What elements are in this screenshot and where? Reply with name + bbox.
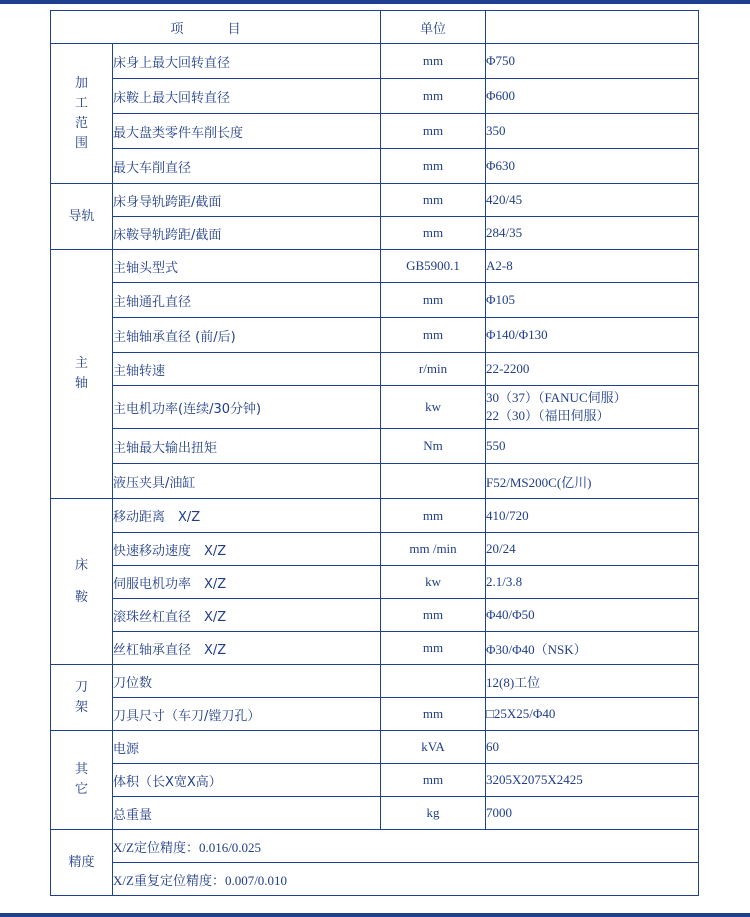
category-cell [51, 44, 113, 184]
unit-cell: mm [381, 499, 486, 533]
table-row [51, 184, 699, 217]
value-cell: 420/45 [486, 184, 699, 217]
item-name: 总重量 [113, 797, 381, 830]
value-cell: 12(8)工位 [486, 665, 699, 698]
value-cell: F52/MS200C(亿川) [486, 464, 699, 499]
unit-cell: mm [381, 698, 486, 731]
item-name: 主电机功率(连续/30分钟) [113, 386, 381, 429]
item-name: 床身导轨跨距/截面 [113, 184, 381, 217]
table-row [51, 863, 699, 896]
item-name: 移动距离 X/Z [113, 499, 381, 533]
category-label: 精度 [68, 854, 95, 870]
header-unit: 单位 [381, 11, 486, 44]
item-name: 主轴最大输出扭矩 [113, 429, 381, 464]
value-cell: 7000 [486, 797, 699, 830]
unit-cell: mm [381, 632, 486, 665]
category-cell [51, 184, 113, 250]
category-label: 其它 [74, 762, 88, 797]
table-row [51, 149, 699, 184]
unit-cell: mm [381, 114, 486, 149]
spec-table [50, 10, 699, 896]
item-name: 最大盘类零件车削长度 [113, 114, 381, 149]
item-name: 主轴头型式 [113, 250, 381, 283]
unit-cell [381, 665, 486, 698]
unit-cell: kw [381, 566, 486, 599]
table-row [51, 386, 699, 429]
unit-cell: mm [381, 217, 486, 250]
item-name: 刀位数 [113, 665, 381, 698]
item-name: 电源 [113, 731, 381, 764]
unit-cell: mm [381, 318, 486, 353]
item-name: 最大车削直径 [113, 149, 381, 184]
value-cell: 350 [486, 114, 699, 149]
item-name: 体积（长X宽X高） [113, 764, 381, 797]
table-row [51, 599, 699, 632]
table-row [51, 318, 699, 353]
category-label: 刀架 [74, 679, 88, 715]
value-cell: 550 [486, 429, 699, 464]
value-cell: 22-2200 [486, 353, 699, 386]
category-label: 床鞍 [74, 557, 88, 605]
table-row [51, 114, 699, 149]
category-label: 主轴 [74, 356, 88, 391]
header-value [486, 11, 699, 44]
table-row [51, 79, 699, 114]
unit-cell: mm /min [381, 533, 486, 566]
item-name: 床身上最大回转直径 [113, 44, 381, 79]
item-name: 床鞍导轨跨距/截面 [113, 217, 381, 250]
merged-spec-cell: X/Z定位精度：0.016/0.025 [113, 830, 699, 863]
value-cell: A2-8 [486, 250, 699, 283]
table-row [51, 566, 699, 599]
table-row [51, 499, 699, 533]
unit-cell [381, 464, 486, 499]
item-name: 主轴通孔直径 [113, 283, 381, 318]
value-cell: Φ40/Φ50 [486, 599, 699, 632]
item-name: 丝杠轴承直径 X/Z [113, 632, 381, 665]
merged-spec-cell: X/Z重复定位精度：0.007/0.010 [113, 863, 699, 896]
table-row [51, 429, 699, 464]
table-row [51, 353, 699, 386]
table-row [51, 797, 699, 830]
bottom-border-bar [0, 913, 750, 917]
item-name: 床鞍上最大回转直径 [113, 79, 381, 114]
category-cell [51, 499, 113, 665]
table-row [51, 632, 699, 665]
unit-cell: mm [381, 79, 486, 114]
value-cell: 2.1/3.8 [486, 566, 699, 599]
item-name: 主轴轴承直径 (前/后) [113, 318, 381, 353]
table-row [51, 250, 699, 283]
unit-cell: kg [381, 797, 486, 830]
value-cell: 284/35 [486, 217, 699, 250]
value-cell: Φ30/Φ40（NSK） [486, 632, 699, 665]
value-cell: Φ105 [486, 283, 699, 318]
item-name: 刀具尺寸（车刀/镗刀孔） [113, 698, 381, 731]
table-row [51, 217, 699, 250]
item-name: 伺服电机功率 X/Z [113, 566, 381, 599]
value-cell: 60 [486, 731, 699, 764]
table-row [51, 665, 699, 698]
value-cell: 410/720 [486, 499, 699, 533]
value-cell: Φ600 [486, 79, 699, 114]
value-line: 22（30）（福田伺服） [486, 408, 610, 423]
table-row [51, 464, 699, 499]
unit-cell: r/min [381, 353, 486, 386]
top-border-bar [0, 0, 750, 4]
unit-cell: mm [381, 764, 486, 797]
category-label: 导轨 [68, 208, 95, 224]
item-name: 液压夹具/油缸 [113, 464, 381, 499]
unit-cell: kVA [381, 731, 486, 764]
item-name: 快速移动速度 X/Z [113, 533, 381, 566]
table-row [51, 830, 699, 863]
category-cell [51, 250, 113, 499]
unit-cell: mm [381, 283, 486, 318]
value-cell [486, 386, 699, 429]
unit-cell: kw [381, 386, 486, 429]
category-cell [51, 665, 113, 731]
unit-cell: mm [381, 599, 486, 632]
value-cell: Φ140/Φ130 [486, 318, 699, 353]
unit-cell: mm [381, 184, 486, 217]
value-cell: □25X25/Φ40 [486, 698, 699, 731]
item-name: 滚珠丝杠直径 X/Z [113, 599, 381, 632]
value-cell: Φ630 [486, 149, 699, 184]
value-cell: Φ750 [486, 44, 699, 79]
header-row [51, 11, 699, 44]
header-item: 项 目 [51, 11, 381, 44]
unit-cell: Nm [381, 429, 486, 464]
category-label: 加工范围 [74, 75, 88, 151]
unit-cell: GB5900.1 [381, 250, 486, 283]
unit-cell: mm [381, 149, 486, 184]
item-name: 主轴转速 [113, 353, 381, 386]
table-row [51, 44, 699, 79]
category-cell [51, 731, 113, 830]
value-line: 30（37）（FANUC伺服） [486, 390, 627, 405]
table-row [51, 698, 699, 731]
table-row [51, 283, 699, 318]
table-row [51, 533, 699, 566]
value-cell: 20/24 [486, 533, 699, 566]
value-cell: 3205X2075X2425 [486, 764, 699, 797]
unit-cell: mm [381, 44, 486, 79]
table-row [51, 764, 699, 797]
category-cell [51, 830, 113, 896]
table-row [51, 731, 699, 764]
